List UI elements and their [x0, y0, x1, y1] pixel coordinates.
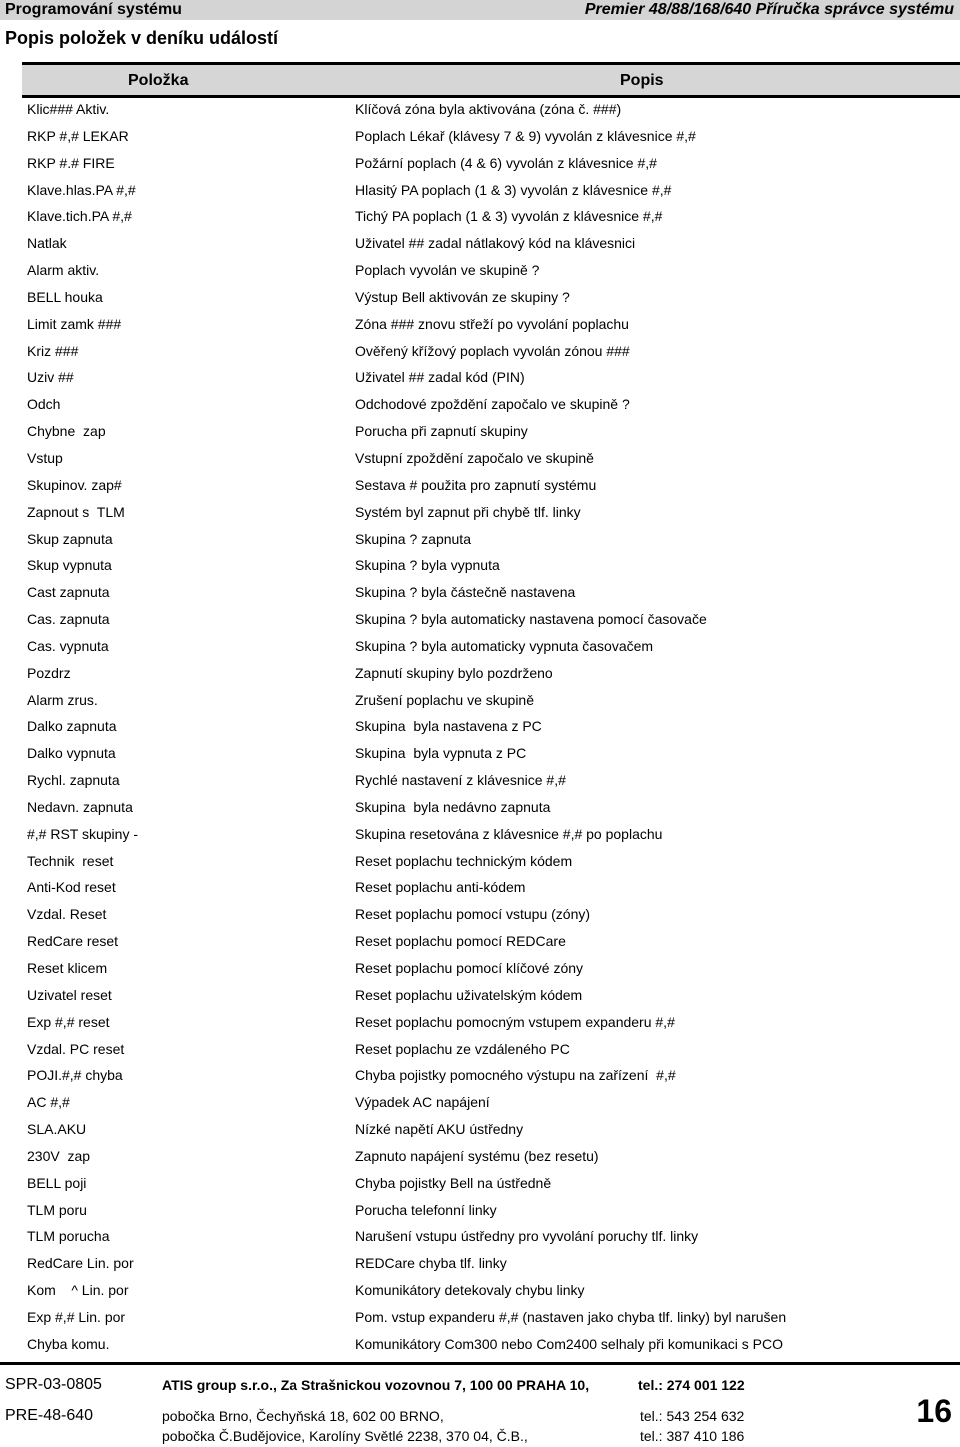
item-cell: 230V zap — [27, 1147, 91, 1164]
table-row — [22, 526, 960, 553]
footer-branch-cb: pobočka Č.Budějovice, Karolíny Světlé 2238, 370 04, Č.B., — [162, 1428, 528, 1444]
description-cell: Reset poplachu pomocí klíčové zóny — [355, 960, 584, 976]
description-cell: Vstupní zpoždění započalo ve skupině — [355, 449, 594, 466]
item-cell: RKP #,# LEKAR — [27, 127, 129, 144]
description-cell: Chyba pojistky pomocného výstupu na zařízení #,# — [355, 1067, 676, 1084]
description-cell: Hlasitý PA poplach (1 & 3) vyvolán z klávesnice #,# — [355, 181, 672, 198]
item-cell: Chybne zap — [27, 423, 106, 440]
table-row — [22, 633, 960, 660]
item-cell: Kom ^ Lin. por — [27, 1282, 129, 1299]
description-cell: Poplach vyvolán ve skupině ? — [355, 262, 540, 279]
table-row — [22, 499, 960, 526]
table-row — [22, 1277, 960, 1304]
footer-divider — [0, 1362, 960, 1365]
table-row — [22, 123, 960, 150]
description-cell: Reset poplachu anti-kódem — [355, 879, 526, 896]
description-cell: Chyba pojistky Bell na ústředně — [355, 1174, 552, 1191]
table-row — [22, 203, 960, 230]
description-cell: Reset poplachu pomocným vstupem expanderu #,# — [355, 1013, 675, 1030]
table-row — [22, 955, 960, 982]
item-cell: Alarm zrus. — [27, 691, 98, 708]
table-row — [22, 1116, 960, 1143]
item-cell: Klave.hlas.PA #,# — [27, 181, 136, 198]
item-cell: Skupinov. zap# — [27, 476, 122, 493]
description-cell: Narušení vstupu ústředny pro vyvolání poruchy tlf. linky — [355, 1228, 699, 1245]
table-body — [22, 96, 960, 1358]
table-row — [22, 284, 960, 311]
item-cell: Nedavn. zapnuta — [27, 798, 133, 815]
table-row — [22, 391, 960, 418]
item-cell: Cas. vypnuta — [27, 637, 109, 654]
column-header-description: Popis — [620, 72, 664, 89]
footer-company-phone: tel.: 274 001 122 — [638, 1377, 745, 1393]
item-cell: Odch — [27, 396, 61, 413]
table-row — [22, 713, 960, 740]
table-row — [22, 1250, 960, 1277]
item-cell: Exp #,# reset — [27, 1013, 110, 1030]
table-row — [22, 928, 960, 955]
item-cell: RedCare reset — [27, 933, 119, 950]
section-title: Popis položek v deníku událostí — [5, 28, 279, 48]
table-row — [22, 1304, 960, 1331]
description-cell: Požární poplach (4 & 6) vyvolán z klávesnice #,# — [355, 154, 657, 171]
description-cell: REDCare chyba tlf. linky — [355, 1255, 507, 1272]
table-row — [22, 230, 960, 257]
description-cell: Poplach Lékař (klávesy 7 & 9) vyvolán z klávesnice #,# — [355, 127, 696, 144]
description-cell: Komunikátory Com300 nebo Com2400 selhaly při komunikaci s PCO — [355, 1335, 783, 1352]
item-cell: Chyba komu. — [27, 1335, 110, 1352]
table-row — [22, 579, 960, 606]
description-cell: Sestava # použita pro zapnutí systému — [355, 476, 597, 493]
item-cell: Dalko zapnuta — [27, 718, 117, 735]
item-cell: AC #,# — [27, 1094, 70, 1111]
footer-branch-brno-phone: tel.: 543 254 632 — [640, 1408, 745, 1424]
table-row — [22, 1009, 960, 1036]
table-row — [22, 338, 960, 365]
table-row — [22, 767, 960, 794]
item-cell: TLM porucha — [27, 1228, 110, 1245]
header-chapter-title: Programování systému — [5, 1, 182, 18]
description-cell: Reset poplachu uživatelským kódem — [355, 986, 583, 1003]
table-row — [22, 606, 960, 633]
item-cell: Klave.tich.PA #,# — [27, 208, 132, 225]
description-cell: Skupina ? byla automaticky vypnuta časovačem — [355, 637, 654, 654]
description-cell: Porucha při zapnutí skupiny — [355, 423, 528, 440]
table-row — [22, 874, 960, 901]
item-cell: Limit zamk ### — [27, 315, 122, 332]
table-row — [22, 848, 960, 875]
table-row — [22, 1223, 960, 1250]
description-cell: Skupina byla vypnuta z PC — [355, 745, 527, 762]
item-cell: Alarm aktiv. — [27, 262, 100, 279]
table-row — [22, 687, 960, 714]
table-row — [22, 177, 960, 204]
table-row — [22, 1062, 960, 1089]
description-cell: Reset poplachu ze vzdáleného PC — [355, 1040, 570, 1057]
table-row — [22, 1170, 960, 1197]
description-cell: Skupina byla nedávno zapnuta — [355, 798, 551, 815]
item-cell: BELL poji — [27, 1174, 87, 1191]
description-cell: Skupina ? byla částečně nastavena — [355, 584, 576, 601]
item-cell: Technik reset — [27, 852, 114, 869]
footer-branch-cb-phone: tel.: 387 410 186 — [640, 1428, 745, 1444]
item-cell: RKP #.# FIRE — [27, 154, 115, 171]
footer-company-address: ATIS group s.r.o., Za Strašnickou vozovnou 7, 100 00 PRAHA 10, — [162, 1377, 590, 1393]
table-row — [22, 901, 960, 928]
table-row — [22, 552, 960, 579]
description-cell: Zapnuto napájení systému (bez resetu) — [355, 1147, 599, 1164]
description-cell: Odchodové zpoždění započalo ve skupině ? — [355, 396, 630, 413]
table-row — [22, 472, 960, 499]
description-cell: Systém byl zapnut při chybě tlf. linky — [355, 503, 581, 520]
table-row — [22, 982, 960, 1009]
footer-branch-brno: pobočka Brno, Čechyňská 18, 602 00 BRNO, — [162, 1408, 444, 1424]
item-cell: #,# RST skupiny - — [27, 825, 139, 842]
table-row — [22, 418, 960, 445]
table-row — [22, 740, 960, 767]
description-cell: Zapnutí skupiny bylo pozdrženo — [355, 664, 553, 681]
item-cell: RedCare Lin. por — [27, 1255, 134, 1272]
description-cell: Uživatel ## zadal kód (PIN) — [355, 369, 525, 386]
description-cell: Skupina ? byla automaticky nastavena pomocí časovače — [355, 611, 707, 628]
table-row — [22, 1197, 960, 1224]
description-cell: Nízké napětí AKU ústředny — [355, 1121, 524, 1138]
item-cell: Pozdrz — [27, 664, 71, 681]
item-cell: Natlak — [27, 235, 67, 252]
description-cell: Skupina byla nastavena z PC — [355, 718, 542, 735]
table-row — [22, 1036, 960, 1063]
item-cell: Reset klicem — [27, 960, 108, 976]
description-cell: Reset poplachu pomocí vstupu (zóny) — [355, 906, 591, 923]
item-cell: Cas. zapnuta — [27, 611, 110, 628]
column-header-item: Položka — [128, 72, 189, 89]
table-row — [22, 445, 960, 472]
table-row — [22, 1089, 960, 1116]
item-cell: BELL houka — [27, 288, 103, 305]
item-cell: Uzivatel reset — [27, 986, 112, 1003]
item-cell: Cast zapnuta — [27, 584, 110, 601]
item-cell: Vstup — [27, 449, 63, 466]
page-header — [0, 0, 960, 20]
item-cell: Zapnout s TLM — [27, 503, 125, 520]
description-cell: Tichý PA poplach (1 & 3) vyvolán z klávesnice #,# — [355, 208, 663, 225]
page-number: 16 — [916, 1393, 952, 1429]
table-row — [22, 311, 960, 338]
item-cell: Exp #,# Lin. por — [27, 1308, 126, 1325]
description-cell: Komunikátory detekovaly chybu linky — [355, 1282, 585, 1299]
description-cell: Výpadek AC napájení — [355, 1094, 490, 1111]
table-row — [22, 1331, 960, 1358]
description-cell: Skupina ? byla vypnuta — [355, 557, 500, 574]
description-cell: Zrušení poplachu ve skupině — [355, 691, 534, 708]
footer-product-code: PRE-48-640 — [5, 1407, 94, 1424]
item-cell: Dalko vypnuta — [27, 745, 116, 762]
item-cell: Skup vypnuta — [27, 557, 112, 574]
table-row — [22, 660, 960, 687]
item-cell: SLA.AKU — [27, 1121, 87, 1138]
table-row — [22, 1143, 960, 1170]
item-cell: Vzdal. PC reset — [27, 1040, 125, 1057]
description-cell: Porucha telefonní linky — [355, 1201, 497, 1218]
description-cell: Reset poplachu technickým kódem — [355, 852, 573, 869]
item-cell: TLM poru — [27, 1201, 87, 1218]
item-cell: Uziv ## — [27, 369, 74, 386]
table-row — [22, 96, 960, 123]
description-cell: Pom. vstup expanderu #,# (nastaven jako chyba tlf. linky) byl narušen — [355, 1308, 787, 1325]
description-cell: Zóna ### znovu střeží po vyvolání poplachu — [355, 315, 629, 332]
item-cell: Vzdal. Reset — [27, 906, 107, 923]
description-cell: Rychlé nastavení z klávesnice #,# — [355, 772, 566, 789]
item-cell: Kriz ### — [27, 342, 79, 359]
description-cell: Ověřený křížový poplach vyvolán zónou ### — [355, 342, 630, 359]
table-row — [22, 821, 960, 848]
item-cell: Anti-Kod reset — [27, 879, 116, 896]
table-row — [22, 364, 960, 391]
table-row — [22, 794, 960, 821]
header-manual-title: Premier 48/88/168/640 Příručka správce systému — [584, 1, 954, 18]
description-cell: Reset poplachu pomocí REDCare — [355, 933, 566, 950]
description-cell: Skupina resetována z klávesnice #,# po poplachu — [355, 825, 663, 842]
table-header — [22, 62, 960, 98]
item-cell: Rychl. zapnuta — [27, 772, 120, 789]
table-row — [22, 257, 960, 284]
description-cell: Výstup Bell aktivován ze skupiny ? — [355, 288, 570, 305]
table-row — [22, 150, 960, 177]
footer-doc-code: SPR-03-0805 — [5, 1376, 102, 1393]
description-cell: Skupina ? zapnuta — [355, 530, 471, 547]
item-cell: POJI.#,# chyba — [27, 1067, 123, 1084]
item-cell: Skup zapnuta — [27, 530, 113, 547]
item-cell: Klic### Aktiv. — [27, 101, 110, 117]
description-cell: Klíčová zóna byla aktivována (zóna č. ###) — [355, 101, 622, 117]
description-cell: Uživatel ## zadal nátlakový kód na klávesnici — [355, 235, 636, 252]
